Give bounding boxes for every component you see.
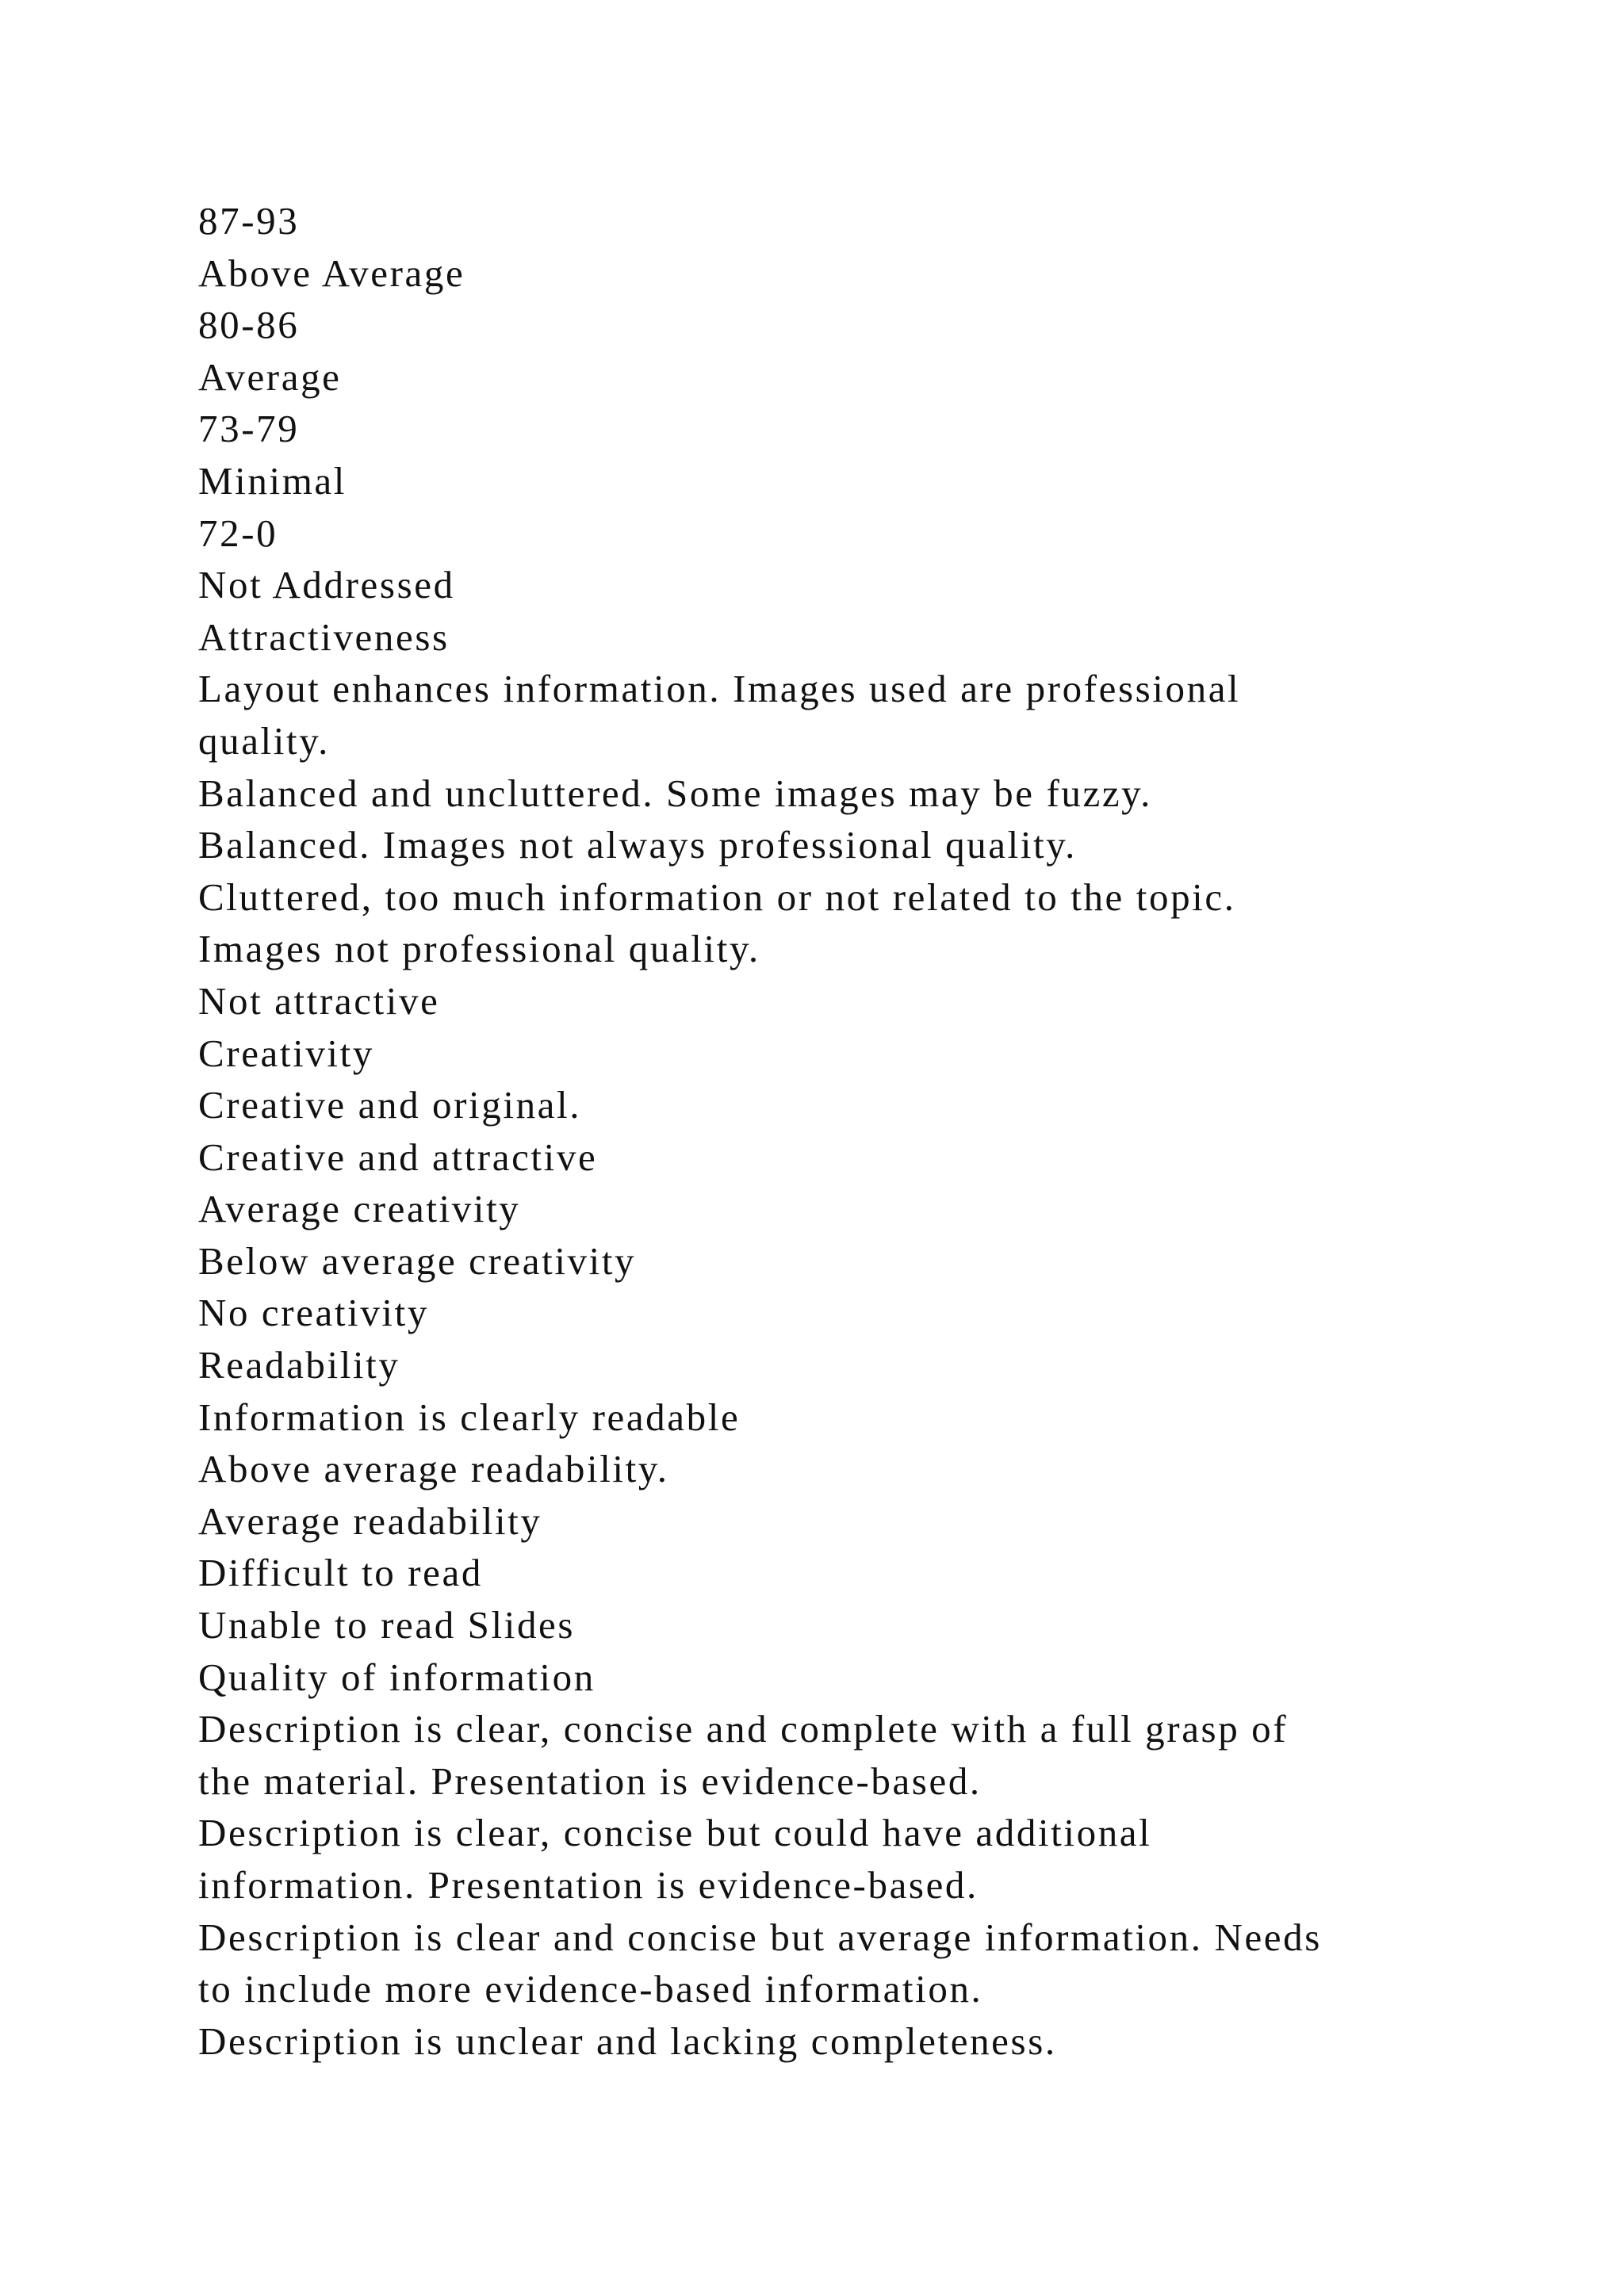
attractiveness-average: Balanced. Images not always professional quality. (198, 823, 1078, 867)
attractiveness-excellent-line-2: quality. (198, 718, 330, 763)
quality-average-line-1: Description is clear and concise but average information. Needs (198, 1915, 1322, 1959)
readability-excellent: Information is clearly readable (198, 1395, 741, 1439)
score-range-87-93: 87-93 (198, 199, 300, 243)
creativity-average: Average creativity (198, 1187, 521, 1231)
creativity-excellent: Creative and original. (198, 1083, 582, 1127)
readability-not-addressed: Unable to read Slides (198, 1603, 576, 1647)
score-range-80-86: 80-86 (198, 303, 300, 347)
attractiveness-excellent-line-1: Layout enhances information. Images used are professional (198, 667, 1241, 711)
document-text (198, 195, 1507, 2067)
attractiveness-not-addressed: Not attractive (198, 978, 440, 1023)
quality-excellent-line-1: Description is clear, concise and complete with a full grasp of (198, 1707, 1289, 1751)
level-average: Average (198, 354, 342, 399)
attractiveness-minimal-line-1: Cluttered, too much information or not related to the topic. (198, 874, 1236, 919)
readability-average: Average readability (198, 1498, 542, 1543)
quality-above-average-line-1: Description is clear, concise but could have additional (198, 1811, 1152, 1855)
criterion-readability: Readability (198, 1343, 400, 1387)
attractiveness-minimal-line-2: Images not professional quality. (198, 927, 760, 971)
creativity-above-average: Creative and attractive (198, 1135, 598, 1179)
quality-minimal: Description is unclear and lacking completeness. (198, 2019, 1057, 2063)
criterion-creativity: Creativity (198, 1031, 374, 1075)
level-minimal: Minimal (198, 458, 347, 503)
readability-above-average: Above average readability. (198, 1447, 669, 1491)
creativity-not-addressed: No creativity (198, 1291, 429, 1335)
level-not-addressed: Not Addressed (198, 563, 455, 607)
score-range-73-79: 73-79 (198, 407, 300, 451)
attractiveness-above-average: Balanced and uncluttered. Some images may be fuzzy. (198, 771, 1152, 815)
quality-excellent-line-2: the material. Presentation is evidence-based. (198, 1758, 982, 1803)
criterion-attractiveness: Attractiveness (198, 614, 450, 659)
quality-above-average-line-2: information. Presentation is evidence-based. (198, 1863, 979, 1907)
quality-average-line-2: to include more evidence-based information. (198, 1967, 983, 2011)
criterion-quality-of-information: Quality of information (198, 1655, 596, 1699)
readability-minimal: Difficult to read (198, 1551, 483, 1595)
score-range-72-0: 72-0 (198, 511, 278, 555)
creativity-minimal: Below average creativity (198, 1238, 637, 1283)
level-above-average: Above Average (198, 251, 465, 295)
